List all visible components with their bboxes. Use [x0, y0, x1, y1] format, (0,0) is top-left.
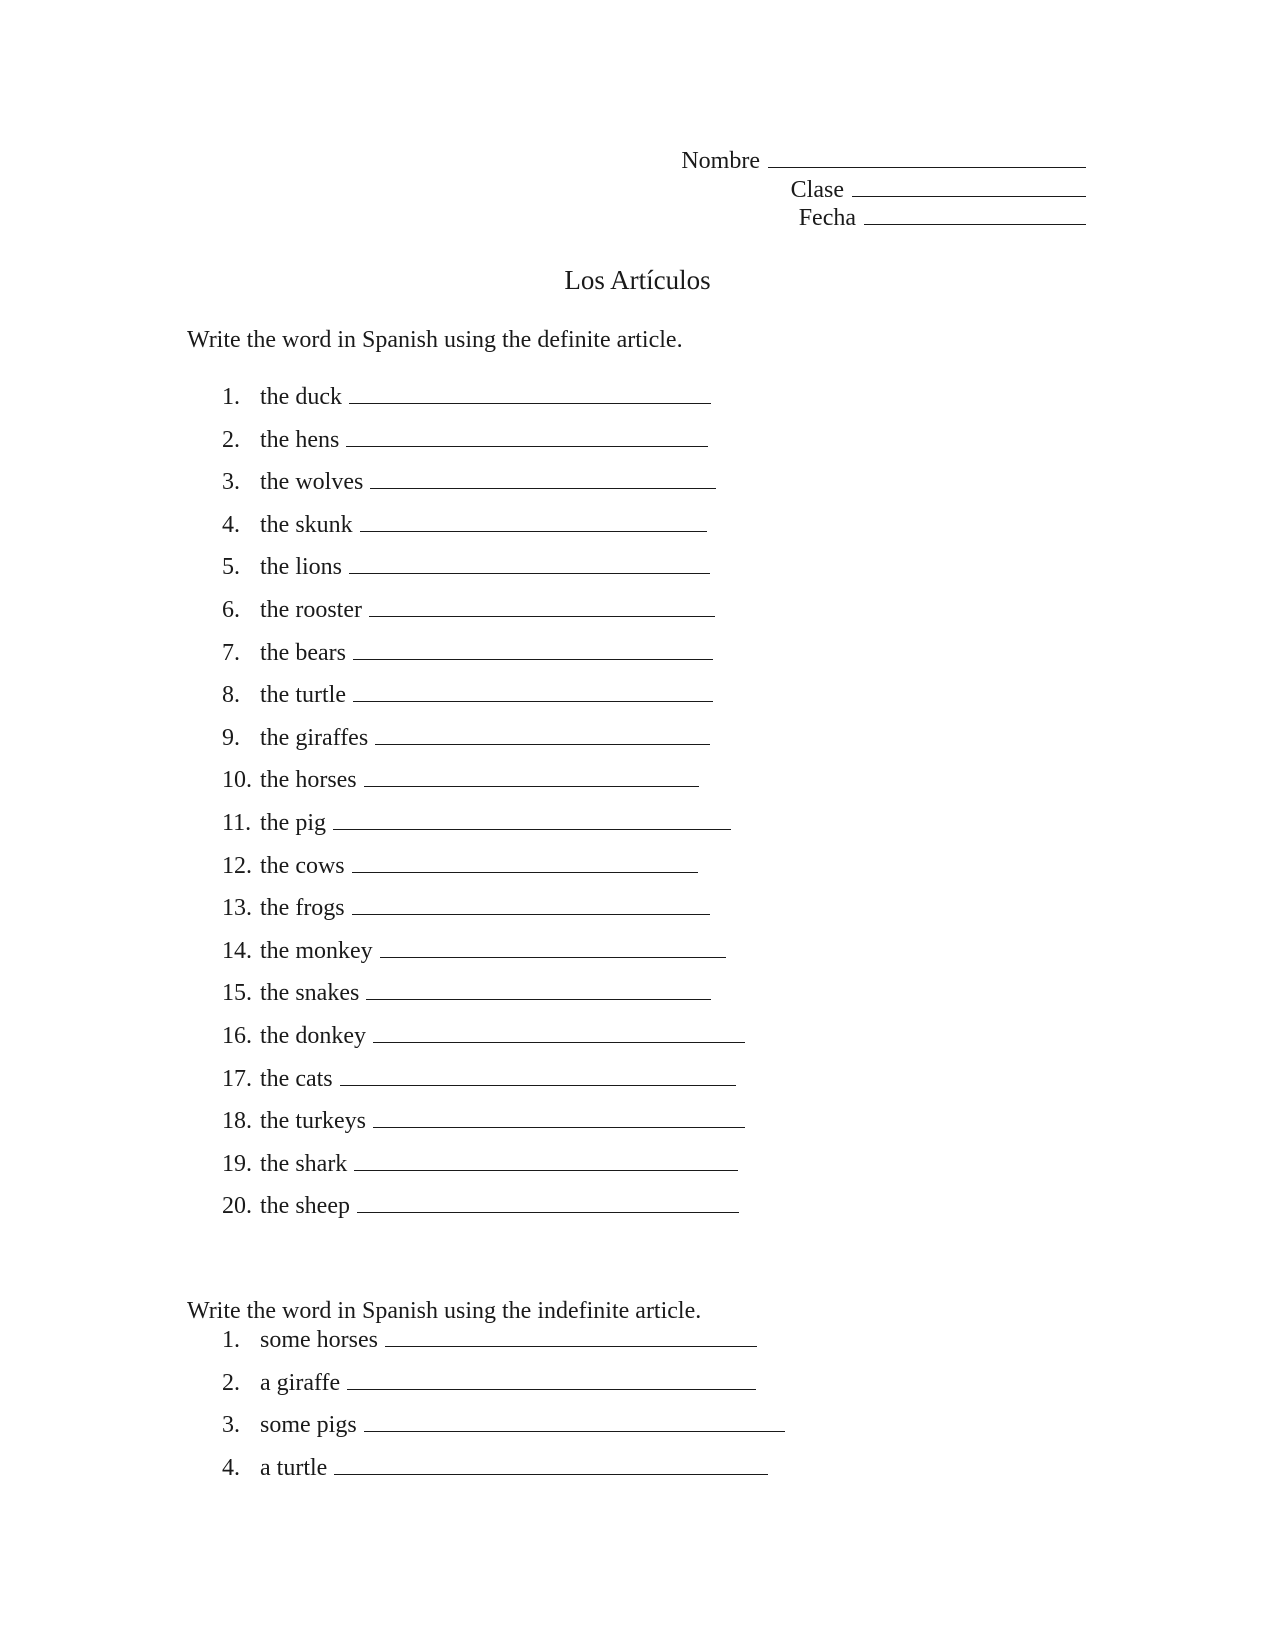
nombre-blank[interactable] [768, 148, 1086, 168]
item-number: 1. [222, 384, 240, 410]
item-number: 2. [222, 426, 240, 453]
definite-item [222, 468, 745, 496]
clase-label: Clase [790, 176, 844, 203]
fecha-blank[interactable] [864, 205, 1086, 225]
item-prompt: the turtle [260, 682, 346, 709]
answer-blank[interactable] [347, 1370, 756, 1390]
nombre-label: Nombre [681, 148, 760, 174]
definite-item [222, 511, 745, 539]
item-prompt: the shark [260, 1150, 348, 1177]
item-number: 12. [222, 852, 252, 879]
definite-article-list [222, 383, 745, 1235]
item-prompt: the rooster [260, 596, 362, 623]
item-prompt: the sheep [260, 1193, 350, 1220]
item-prompt: the donkey [260, 1022, 366, 1049]
item-number: 7. [222, 639, 240, 666]
definite-item [222, 426, 745, 454]
definite-item [222, 596, 745, 624]
answer-blank[interactable] [375, 725, 710, 745]
answer-blank[interactable] [346, 427, 708, 447]
answer-blank[interactable] [340, 1066, 736, 1086]
item-prompt: the cows [260, 852, 345, 879]
item-number: 6. [222, 596, 240, 623]
definite-item [222, 937, 745, 965]
indefinite-item [222, 1326, 785, 1354]
answer-blank[interactable] [357, 1193, 739, 1213]
answer-blank[interactable] [373, 1023, 745, 1043]
answer-blank[interactable] [353, 640, 713, 660]
item-number: 10. [222, 767, 252, 794]
answer-blank[interactable] [364, 1412, 785, 1432]
definite-item [222, 894, 745, 922]
item-number: 3. [222, 469, 240, 496]
item-number: 3. [222, 1412, 240, 1438]
definite-item [222, 1150, 745, 1178]
answer-blank[interactable] [380, 938, 726, 958]
item-number: 18. [222, 1108, 252, 1135]
item-prompt: the frogs [260, 895, 345, 922]
item-number: 20. [222, 1193, 252, 1220]
item-prompt: the monkey [260, 937, 373, 964]
definite-item [222, 1107, 745, 1135]
definite-item [222, 724, 745, 752]
answer-blank[interactable] [370, 469, 716, 489]
item-prompt: the cats [260, 1065, 333, 1092]
item-number: 4. [222, 1454, 240, 1481]
item-prompt: the pig [260, 809, 326, 836]
item-prompt: the snakes [260, 980, 360, 1007]
definite-item [222, 1022, 745, 1050]
definite-item [222, 766, 745, 794]
item-prompt: the duck [260, 384, 342, 410]
item-number: 19. [222, 1150, 252, 1177]
fecha-row [681, 204, 1086, 233]
fecha-label: Fecha [798, 205, 856, 231]
answer-blank[interactable] [333, 810, 731, 830]
answer-blank[interactable] [385, 1327, 757, 1347]
item-prompt: the turkeys [260, 1108, 366, 1135]
answer-blank[interactable] [349, 384, 711, 404]
item-number: 17. [222, 1065, 252, 1092]
answer-blank[interactable] [352, 853, 698, 873]
item-prompt: some horses [260, 1327, 378, 1353]
definite-item [222, 681, 745, 709]
student-info-header [681, 147, 1086, 233]
item-number: 15. [222, 980, 252, 1007]
item-prompt: the bears [260, 639, 346, 666]
item-prompt: the lions [260, 554, 342, 581]
item-number: 14. [222, 937, 252, 964]
item-prompt: the hens [260, 426, 340, 453]
item-prompt: a turtle [260, 1454, 328, 1481]
answer-blank[interactable] [366, 980, 711, 1000]
indefinite-item [222, 1454, 785, 1482]
item-number: 1. [222, 1327, 240, 1353]
definite-item [222, 852, 745, 880]
item-prompt: the skunk [260, 511, 353, 538]
worksheet-title: Los Artículos [564, 265, 711, 295]
nombre-row [681, 147, 1086, 176]
definite-item [222, 1192, 745, 1220]
clase-row [681, 176, 1086, 205]
item-number: 9. [222, 724, 240, 751]
definite-instruction: Write the word in Spanish using the definite article. [187, 327, 683, 353]
answer-blank[interactable] [360, 512, 707, 532]
item-number: 4. [222, 511, 240, 538]
definite-item [222, 979, 745, 1007]
answer-blank[interactable] [369, 597, 715, 617]
item-number: 2. [222, 1369, 240, 1396]
indefinite-instruction: Write the word in Spanish using the indefinite article. [187, 1298, 702, 1324]
answer-blank[interactable] [354, 1151, 738, 1171]
definite-item [222, 809, 745, 837]
item-number: 11. [222, 809, 252, 836]
answer-blank[interactable] [364, 767, 699, 787]
item-prompt: the wolves [260, 469, 364, 496]
answer-blank[interactable] [352, 895, 710, 915]
item-number: 8. [222, 682, 240, 709]
definite-item [222, 383, 745, 411]
item-prompt: some pigs [260, 1412, 357, 1438]
item-prompt: the horses [260, 767, 357, 794]
answer-blank[interactable] [353, 682, 713, 702]
definite-item [222, 1065, 745, 1093]
item-prompt: the giraffes [260, 724, 369, 751]
clase-blank[interactable] [852, 177, 1086, 197]
item-number: 5. [222, 554, 240, 581]
item-number: 13. [222, 895, 252, 922]
item-number: 16. [222, 1022, 252, 1049]
definite-item [222, 553, 745, 581]
indefinite-article-list [222, 1326, 785, 1496]
indefinite-item [222, 1369, 785, 1397]
answer-blank[interactable] [334, 1455, 768, 1475]
definite-item [222, 639, 745, 667]
answer-blank[interactable] [349, 554, 710, 574]
indefinite-item [222, 1411, 785, 1439]
answer-blank[interactable] [373, 1108, 745, 1128]
item-prompt: a giraffe [260, 1369, 341, 1396]
